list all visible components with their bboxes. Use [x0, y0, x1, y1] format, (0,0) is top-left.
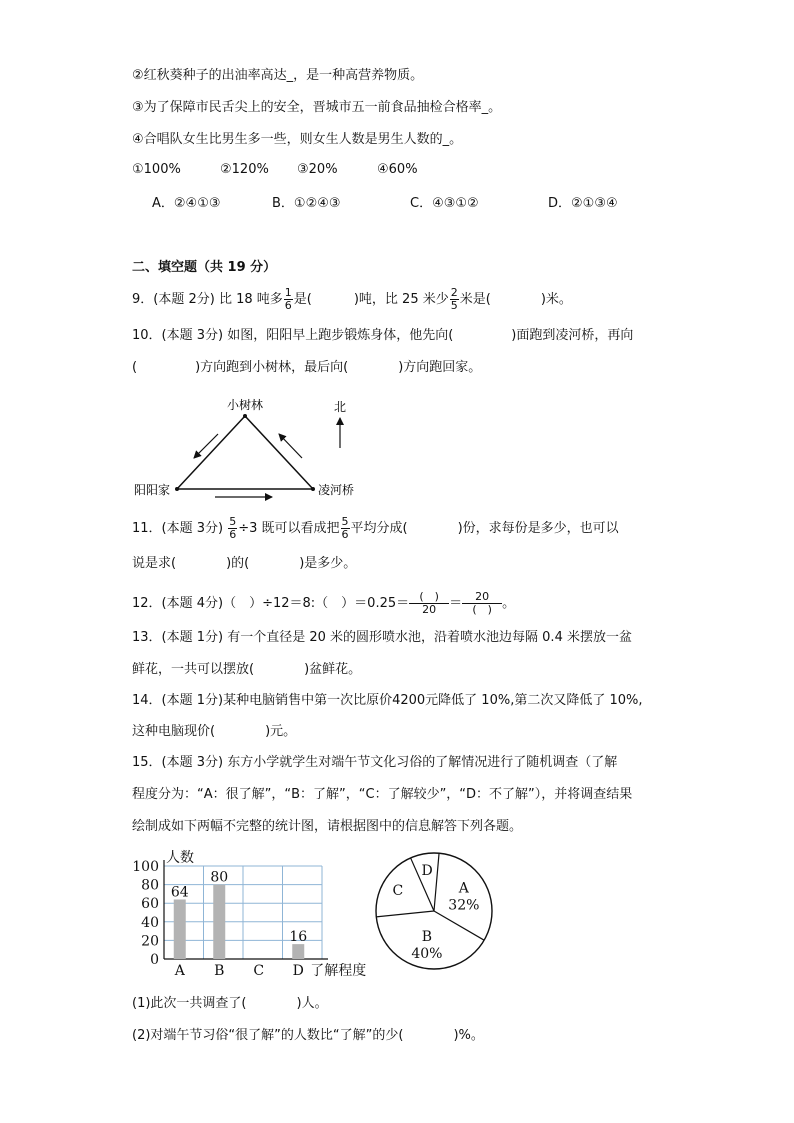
- fraction-numerator: 5: [341, 515, 349, 528]
- q9-text: 9．(本题 2分) 比 18 吨多: [132, 292, 283, 307]
- label-home: 阳阳家: [134, 483, 171, 497]
- q13-text: )盆鲜花。: [304, 662, 362, 677]
- x-tick-label: C: [253, 963, 265, 979]
- q9-text: 是(: [293, 292, 312, 307]
- q8-value: ②120%: [220, 162, 269, 177]
- fraction-denominator: 6: [341, 528, 349, 541]
- y-tick-label: 40: [141, 914, 159, 931]
- y-axis-label: 人数: [166, 850, 194, 866]
- pie-slice-percent: 32%: [448, 897, 480, 914]
- q10-text: )方向跑回家。: [398, 360, 482, 375]
- q15-sub-1: [132, 994, 328, 1014]
- bar-chart: [130, 842, 390, 982]
- q11-line-2: [132, 554, 356, 574]
- fraction-numerator[interactable]: ( ): [409, 591, 449, 604]
- arrow-southwest: [194, 434, 218, 458]
- q11-text: 11．(本题 3分): [132, 521, 224, 536]
- pie-slice-percent: 40%: [411, 945, 443, 962]
- q8-choice-d[interactable]: D．②①③④: [548, 196, 618, 211]
- q8-item-3: ③为了保障市民舌尖上的安全，晋城市五一前食品抽检合格率_。: [132, 100, 502, 115]
- q8-item-4: ④合唱队女生比男生多一些，则女生人数是男生人数的_。: [132, 132, 463, 147]
- q8-choice-b[interactable]: B．①②④③: [272, 196, 341, 211]
- q11-text: )的(: [226, 556, 250, 571]
- fraction-numerator: 20: [462, 591, 502, 604]
- node-dot: [311, 487, 315, 491]
- y-tick-label: 60: [141, 896, 159, 913]
- x-tick-label: D: [292, 963, 304, 979]
- q15-text: (1)此次一共调查了(: [132, 996, 247, 1011]
- q12-text: 12．(本题 4分)（ ）÷12＝8:（ ）＝0.25＝: [132, 596, 410, 611]
- q8-item-2: ②红秋葵种子的出油率高达_，是一种高营养物质。: [132, 68, 424, 83]
- fraction-denominator: 6: [284, 299, 292, 312]
- q11-text: 平均分成(: [350, 521, 408, 536]
- q11-text: )份，求每份是多少，也可以: [457, 521, 619, 536]
- q11-fraction-1: [228, 516, 237, 541]
- q10-text: )方向跑到小树林，最后向(: [195, 360, 349, 375]
- q15-line-3: 绘制成如下两幅不完整的统计图，请根据图中的信息解答下列各题。: [132, 819, 523, 834]
- fraction-denominator: 20: [422, 603, 437, 616]
- q15-sub-2: [132, 1026, 484, 1046]
- y-tick-label: 100: [132, 859, 159, 875]
- q14-text: )元。: [265, 724, 297, 739]
- bar: [213, 885, 225, 959]
- q8-value: ③20%: [297, 162, 338, 177]
- q15-text: )%。: [453, 1028, 484, 1043]
- q12-fraction-2: [463, 591, 501, 616]
- q15-line-2: 程度分为：“A：很了解”，“B：了解”，“C：了解较少”，“D：不了解”），并将调查结果: [132, 787, 633, 802]
- fraction-denominator: 6: [229, 528, 237, 541]
- pie-slice-label: B: [421, 928, 433, 945]
- label-bridge: 凌河桥: [318, 483, 355, 497]
- q11-text: 说是求(: [132, 556, 177, 571]
- q14-line-1: 14．(本题 1分)某种电脑销售中第一次比原价4200元降低了 10%,第二次又降低了 10%,: [132, 693, 643, 708]
- pie-chart: [370, 848, 500, 974]
- x-tick-label: B: [214, 963, 225, 979]
- label-grove: 小树林: [226, 398, 264, 412]
- route-triangle: [177, 416, 313, 489]
- fraction-numerator: 2: [450, 286, 458, 299]
- arrow-northwest: [279, 434, 302, 458]
- section-title: 二、填空题（共 19 分）: [132, 260, 277, 275]
- q11-text: )是多少。: [299, 556, 357, 571]
- fraction-numerator: 5: [229, 515, 237, 528]
- q10-text: )面跑到凌河桥，再向: [511, 328, 634, 343]
- bar: [174, 899, 186, 959]
- fraction-denominator: 5: [450, 299, 458, 312]
- q8-value: ④60%: [377, 162, 418, 177]
- q11-fraction-2: [341, 516, 350, 541]
- q13-line-1: 13．(本题 1分) 有一个直径是 20 米的圆形喷水池，沿着喷水池边每隔 0.4 米摆放一盆: [132, 630, 632, 645]
- q15-line-1: 15．(本题 3分) 东方小学就学生对端午节文化习俗的了解情况进行了随机调查（了解: [132, 755, 618, 770]
- q14-text: 这种电脑现价(: [132, 724, 216, 739]
- q8-choice-c[interactable]: C．④③①②: [410, 196, 479, 211]
- q13-line-2: [132, 660, 361, 680]
- q10-text: 10．(本题 3分) 如图，阳阳早上跑步锻炼身体，他先向(: [132, 328, 454, 343]
- node-dot: [175, 487, 179, 491]
- pie-slice-label: C: [392, 882, 404, 899]
- q11-line-1: [132, 514, 619, 544]
- bar-value-label: 64: [170, 884, 189, 901]
- q8-value: ①100%: [132, 162, 181, 177]
- q9-text: )吨，比 25 米少: [353, 292, 449, 307]
- q14-line-2: [132, 722, 296, 742]
- q15-text: (2)对端午节习俗“很了解”的人数比“了解”的少(: [132, 1028, 404, 1043]
- x-tick-label: A: [174, 963, 185, 979]
- q9-text: 米是(: [459, 292, 491, 307]
- q11-text: ÷3 既可以看成把: [238, 521, 340, 536]
- q12: [132, 586, 515, 622]
- y-tick-label: 20: [141, 933, 159, 950]
- fraction-denominator[interactable]: ( ): [472, 603, 492, 616]
- q12-fraction-1: [410, 591, 448, 616]
- y-tick-label: 80: [141, 877, 159, 894]
- q8-choice-a[interactable]: A．②④①③: [152, 196, 221, 211]
- q12-text: ＝: [449, 596, 463, 611]
- bar-value-label: 80: [210, 869, 229, 886]
- bar: [292, 944, 304, 959]
- label-north: 北: [333, 400, 347, 414]
- q12-text: 。: [502, 596, 516, 611]
- node-dot: [243, 414, 247, 418]
- q15-text: )人。: [296, 996, 328, 1011]
- fraction-numerator: 1: [284, 286, 292, 299]
- pie-slice-label: A: [458, 880, 469, 897]
- pie-slice-label: D: [421, 862, 433, 879]
- q9-text: )米。: [540, 292, 572, 307]
- q10-text: (: [132, 360, 138, 375]
- y-tick-label: 0: [150, 952, 159, 968]
- x-axis-label: 了解程度: [310, 963, 367, 979]
- bar-value-label: 16: [289, 929, 308, 946]
- q13-text: 鲜花，一共可以摆放(: [132, 662, 255, 677]
